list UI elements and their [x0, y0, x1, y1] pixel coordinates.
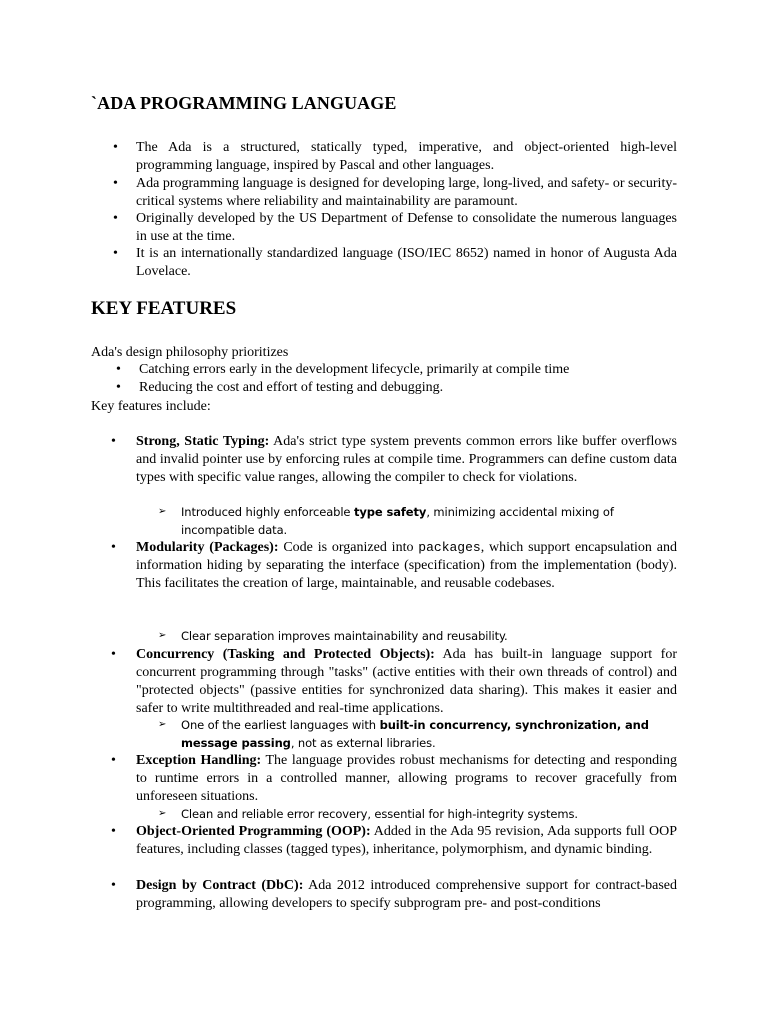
- bullet-icon: •: [113, 211, 118, 226]
- list-item: [113, 210, 677, 246]
- code-keyword: packages: [418, 540, 481, 555]
- bullet-icon: •: [111, 878, 116, 893]
- philosophy-intro: Ada's design philosophy prioritizes: [91, 345, 289, 360]
- feature-item-typing: [111, 433, 677, 487]
- feature-name: Object-Oriented Programming (OOP):: [136, 824, 371, 839]
- feature-name: Concurrency (Tasking and Protected Objects):: [136, 647, 435, 662]
- bullet-icon: •: [111, 753, 116, 768]
- arrow-bullet-icon: ➢: [158, 719, 167, 730]
- bullet-icon: •: [113, 246, 118, 261]
- feature-subpoint: ➢ Clean and reliable error recovery, essential for high-integrity systems.: [158, 807, 578, 821]
- list-item: [116, 379, 679, 397]
- feature-name: Exception Handling:: [136, 753, 262, 768]
- list-item-text: Catching errors early in the development lifecycle, primarily at compile time: [139, 362, 570, 377]
- list-item-text: The Ada is a structured, statically typed, imperative, and object-oriented high-level programming language, inspired by Pascal and other languages.: [136, 140, 677, 173]
- feature-name: Strong, Static Typing:: [136, 434, 270, 449]
- list-item-text: It is an internationally standardized language (ISO/IEC 8652) named in honor of Augusta Ada Lovelace.: [136, 246, 677, 279]
- bullet-icon: •: [111, 434, 116, 449]
- list-item: [113, 245, 677, 281]
- list-item: [113, 175, 677, 211]
- bullet-icon: •: [116, 380, 121, 395]
- page-title: `ADA PROGRAMMING LANGUAGE: [91, 93, 397, 113]
- feature-subpoint: ➢ One of the earliest languages with built-in concurrency, synchronization, and message passing, not as external libraries.: [158, 718, 649, 750]
- list-item: [113, 139, 677, 175]
- feature-text: Ada 2012 introduced comprehensive support for contract-based programming, allowing developers to specify subprogram pre- and post-conditions: [136, 878, 677, 911]
- feature-item-modularity: • Modularity (Packages): Code is organized into packages, which support encapsulation and information hiding by separating the interface (specification) from the implementation (body). This facilitates the creation of large, maintainable, and reusable codebases.: [111, 540, 677, 591]
- bullet-icon: •: [111, 540, 116, 555]
- feature-item-concurrency: [111, 646, 677, 718]
- feature-name: Modularity (Packages):: [136, 540, 279, 555]
- key-features-intro: Key features include:: [91, 399, 211, 414]
- feature-item-exceptions: [111, 752, 677, 806]
- arrow-bullet-icon: ➢: [158, 506, 167, 517]
- feature-text: Ada has built-in language support for concurrent programming through "tasks" (active entities with their own threads of control) and "protected objects" (passive entities for synchronized data sharing). This makes it easier and safer to write multithreaded and real-time applications.: [136, 647, 677, 716]
- bullet-icon: •: [113, 176, 118, 191]
- list-item: [116, 361, 679, 379]
- feature-name: Design by Contract (DbC):: [136, 878, 304, 893]
- arrow-bullet-icon: ➢: [158, 808, 167, 819]
- list-item-text: Ada programming language is designed for developing large, long-lived, and safety- or security-critical systems where reliability and maintainability are paramount.: [136, 176, 677, 209]
- bullet-icon: •: [111, 647, 116, 662]
- feature-text: The language provides robust mechanisms for detecting and responding to runtime errors in a controlled manner, allowing programs to recover gracefully from unforeseen situations.: [136, 753, 677, 804]
- feature-item-oop: [111, 823, 677, 859]
- feature-subpoint: ➢ Clear separation improves maintainability and reusability.: [158, 629, 508, 643]
- list-item-text: Reducing the cost and effort of testing and debugging.: [139, 380, 444, 395]
- bullet-icon: •: [116, 362, 121, 377]
- feature-text: Ada's strict type system prevents common errors like buffer overflows and invalid pointer use by enforcing rules at compile time. Programmers can define custom data types with specific value ranges, allowing the compiler to check for violations.: [136, 434, 677, 485]
- feature-subpoint: ➢ Introduced highly enforceable type safety, minimizing accidental mixing of incompatible data.: [158, 505, 614, 537]
- bullet-icon: •: [111, 824, 116, 839]
- bullet-icon: •: [113, 140, 118, 155]
- feature-text: Added in the Ada 95 revision, Ada supports full OOP features, including classes (tagged types), inheritance, polymorphism, and dynamic binding.: [136, 824, 677, 857]
- list-item-text: Originally developed by the US Department of Defense to consolidate the numerous languages in use at the time.: [136, 211, 677, 244]
- section-heading: KEY FEATURES: [91, 298, 237, 319]
- feature-item-dbc: [111, 877, 677, 913]
- arrow-bullet-icon: ➢: [158, 630, 167, 641]
